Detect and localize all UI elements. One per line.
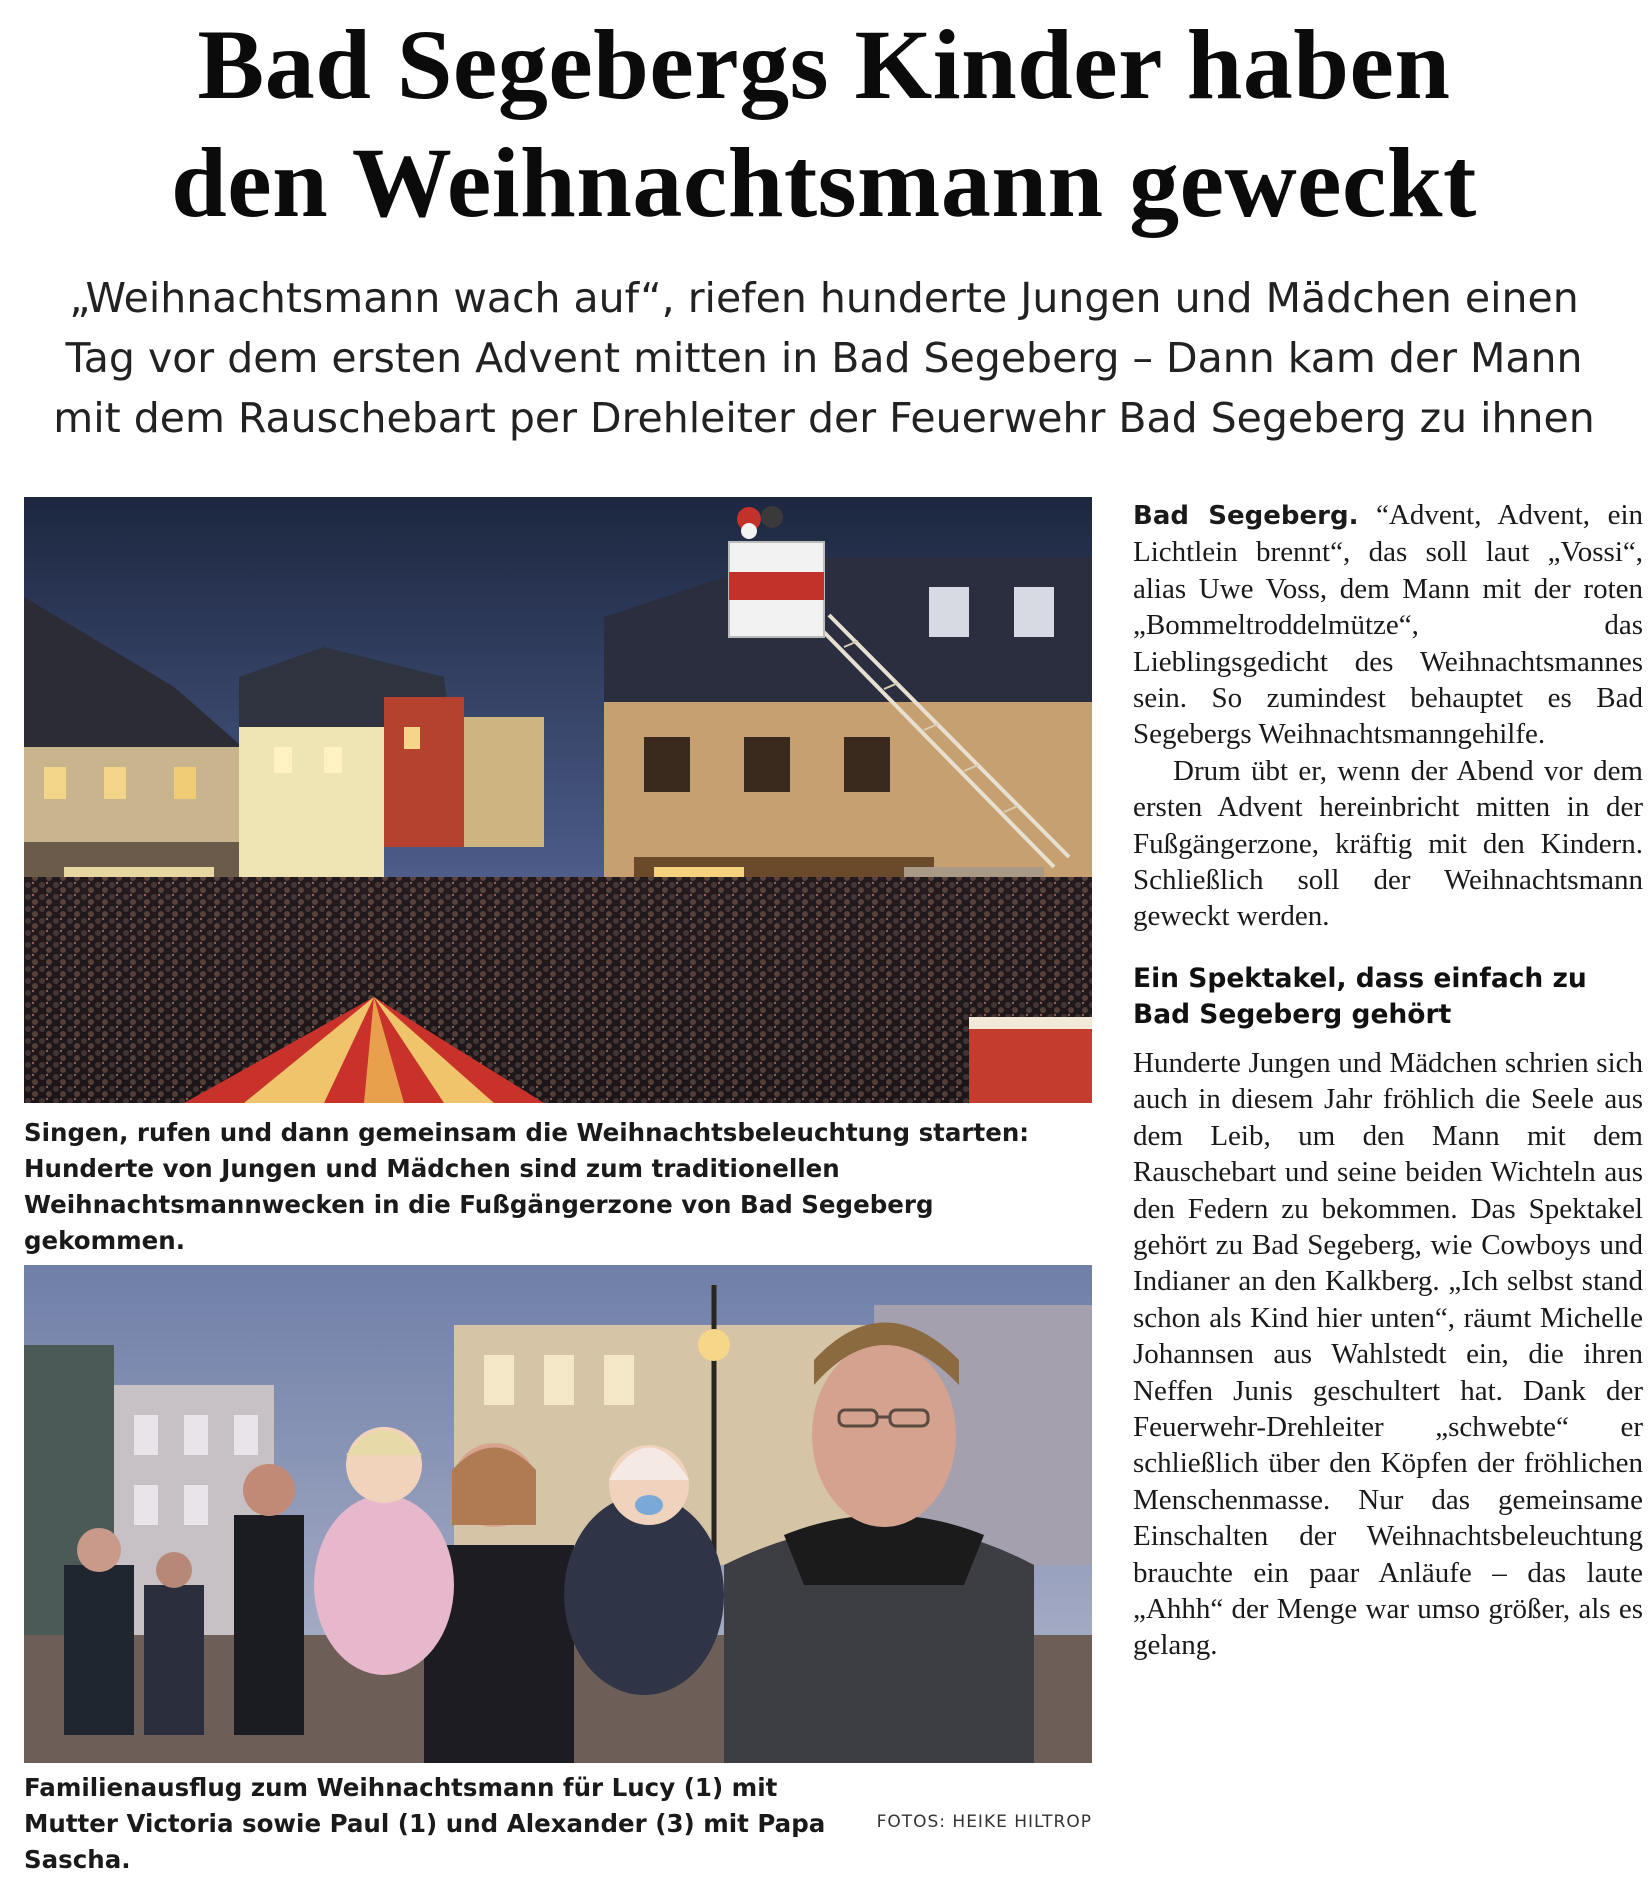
subhead-line-1: „Weihnachtsmann wach auf“, riefen hunderte Jungen und Mädchen einen [69,274,1579,322]
subhead-line-3: mit dem Rauschebart per Drehleiter der Feuerwehr Bad Segeberg zu ihnen [53,394,1595,442]
article-body [1133,497,1643,1664]
crowd-photo [24,497,1092,1103]
headline [0,6,1648,242]
family-photo-illustration [24,1265,1092,1763]
headline-line-1: Bad Segebergs Kinder haben [197,9,1451,120]
crowd-photo-illustration [24,497,1092,1103]
dateline: Bad Segeberg. [1133,501,1359,531]
crowd-photo-caption: Singen, rufen und dann gemeinsam die Weihnachtsbeleuchtung starten: Hunderte von Jungen und Mädchen sind zum traditionellen Weihnachtsmannwecken in die Fußgängerzone von Bad Segeberg gekommen. [24,1118,1030,1255]
subheadline [20,268,1628,448]
paragraph-1-text: “Advent, Advent, ein Lichtlein brennt“, das soll laut „Vossi“, alias Uwe Voss, dem Mann mit der roten „Bommeltroddelmütze“, das Lieblingsgedicht des Weihnachtsmannes sein. So zumindest behauptet es Bad Segebergs Weihnachtsmanngehilfe. [1133,499,1643,751]
article-paragraph-3: Hunderte Jungen und Mädchen schrien sich auch in diesem Jahr fröhlich die Seele aus dem Leib, um den Mann mit dem Rauschebart und seine beiden Wichteln aus den Federn zu bekommen. Das Spektakel gehört zu Bad Segeberg, wie Cowboys und Indianer an den Kalkberg. „Ich selbst stand schon als Kind hier unten“, räumt Michelle Johannsen aus Wahlstedt ein, die ihren Neffen Junis geschultert hat. Dank der Feuerwehr-Drehleiter „schwebte“ er schließlich über den Köpfen der fröhlichen Menschenmasse. Nur das gemeinsame Einschalten der Weihnachtsbeleuchtung brauchte ein paar Anläufe – das laute „Ahhh“ der Menge war umso größer, als es gelang. [1133,1046,1643,1662]
subhead-line-2: Tag vor dem ersten Advent mitten in Bad Segeberg – Dann kam der Mann [65,334,1583,382]
headline-line-2: den Weihnachtsmann geweckt [171,127,1477,238]
photo-credit: FOTOS: HEIKE HILTROP [876,1812,1092,1832]
article-paragraph-2: Drum übt er, wenn der Abend vor dem ersten Advent hereinbricht mitten in der Fußgängerzone, kräftig mit den Kindern. Schließlich soll der Weihnachtsmann geweckt werden. [1133,754,1643,933]
section-subheading: Ein Spektakel, dass einfach zu Bad Segeberg gehört [1133,962,1587,1030]
family-photo [24,1265,1092,1763]
article-paragraph-1 [1133,497,1643,753]
family-photo-caption: Familienausflug zum Weihnachtsmann für Lucy (1) mit Mutter Victoria sowie Paul (1) und Alexander (3) mit Papa Sascha. [24,1773,826,1874]
